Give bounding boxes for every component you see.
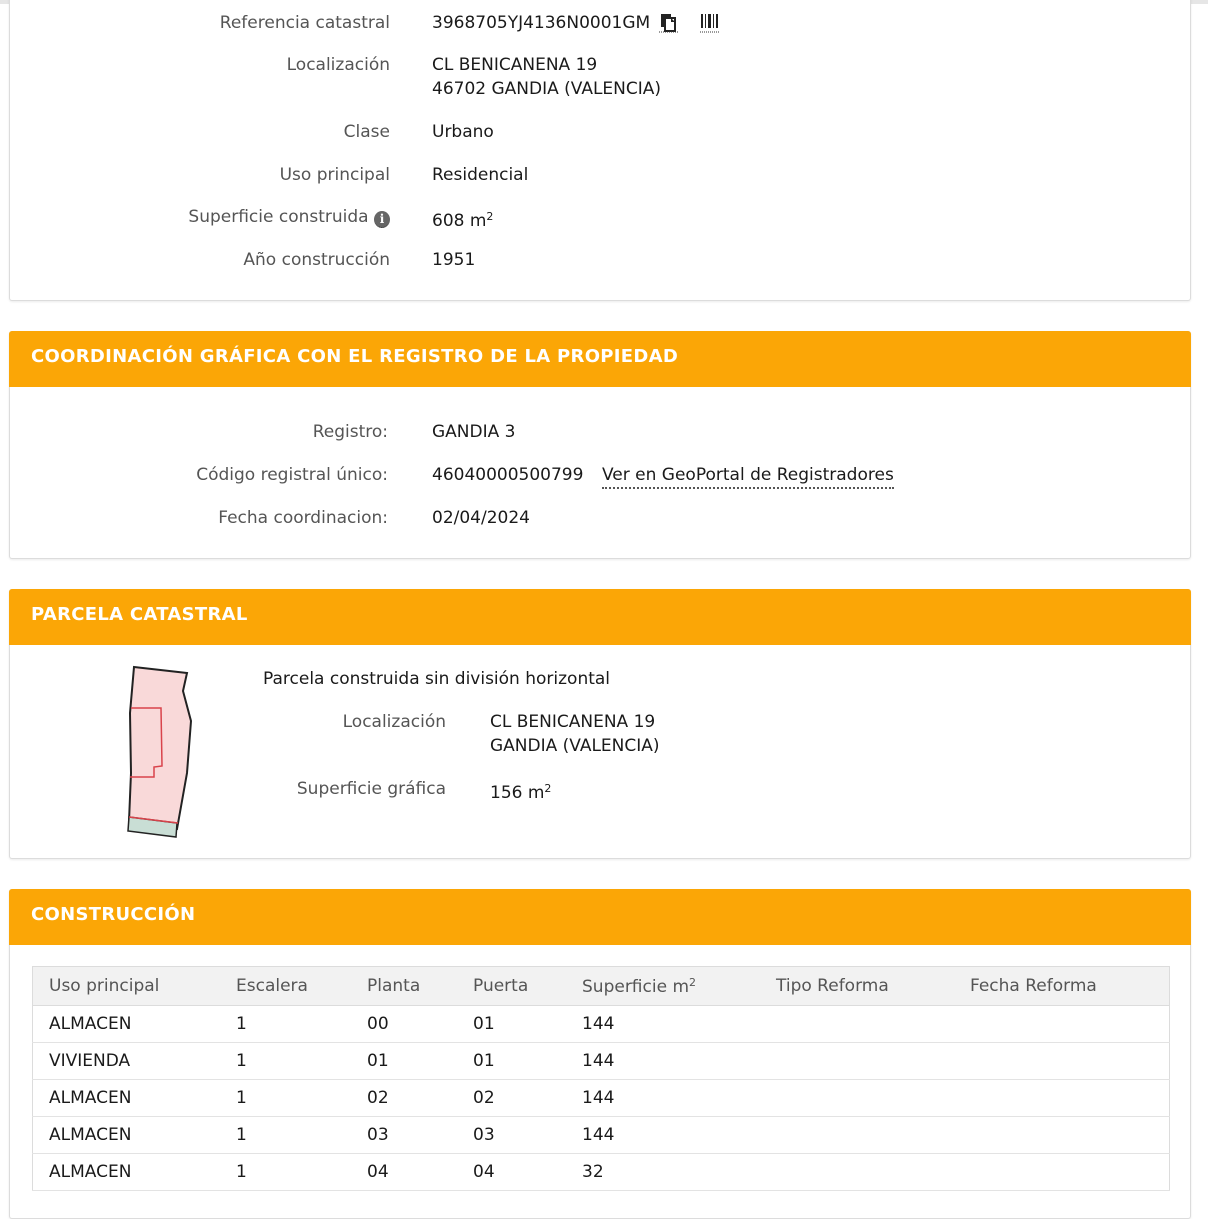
cell-escalera: 1 [220,1117,351,1154]
cell-escalera: 1 [220,1043,351,1080]
construccion-table [32,966,1170,1191]
superficie-construida-exp: 2 [486,210,494,223]
table-row [33,1043,1170,1080]
table-row [33,1154,1170,1191]
table-row [33,1080,1170,1117]
codigo-registral-value: 46040000500799 [432,465,584,485]
uso-principal-label: Uso principal [279,165,390,185]
cell-puerta: 04 [457,1154,566,1191]
cell-fecha-reforma [954,1080,1170,1117]
geoportal-link[interactable]: Ver en GeoPortal de Registradores [602,463,894,489]
parcela-localizacion-line1: CL BENICANENA 19 [490,712,656,732]
cell-tipo-reforma [760,1006,954,1043]
cell-superficie: 144 [566,1080,760,1117]
cell-fecha-reforma [954,1154,1170,1191]
cell-uso: ALMACEN [33,1154,221,1191]
cell-fecha-reforma [954,1006,1170,1043]
superficie-grafica-exp: 2 [544,782,552,795]
col-escalera: Escalera [220,967,351,1006]
col-uso-principal: Uso principal [33,967,221,1006]
info-icon[interactable]: i [374,211,390,228]
col-superficie [566,967,760,1006]
col-superficie-exp: 2 [689,975,697,989]
col-fecha-reforma: Fecha Reforma [954,967,1170,1006]
cell-superficie: 32 [566,1154,760,1191]
cell-tipo-reforma [760,1080,954,1117]
fecha-coordinacion-label: Fecha coordinacion: [218,508,388,528]
ano-construccion-value: 1951 [432,250,476,270]
coordinacion-panel [9,331,1191,559]
cell-uso: ALMACEN [33,1080,221,1117]
registro-value: GANDIA 3 [432,422,516,442]
codigo-registral-label: Código registral único: [196,465,388,485]
parcel-map[interactable] [121,663,201,843]
localizacion-line1: CL BENICANENA 19 [432,55,598,75]
cell-planta: 00 [351,1006,457,1043]
superficie-grafica-number: 156 m [490,783,545,803]
registro-label: Registro: [312,422,388,442]
superficie-construida-row-label [10,205,390,229]
cell-uso: ALMACEN [33,1006,221,1043]
ano-construccion-label: Año construcción [243,250,390,270]
table-row [33,1117,1170,1154]
referencia-label: Referencia catastral [219,13,390,33]
cell-planta: 01 [351,1043,457,1080]
parcela-localizacion-line2: GANDIA (VALENCIA) [490,736,660,756]
fecha-coordinacion-value: 02/04/2024 [432,508,530,528]
cell-superficie: 144 [566,1006,760,1043]
superficie-grafica-label: Superficie gráfica [296,779,446,799]
cell-puerta: 02 [457,1080,566,1117]
uso-principal-value: Residencial [432,165,529,185]
cell-uso: ALMACEN [33,1117,221,1154]
cell-planta: 04 [351,1154,457,1191]
cell-puerta: 01 [457,1006,566,1043]
parcela-subtitle: Parcela construida sin división horizontal [263,669,611,689]
parcel-shape [129,667,191,829]
parcela-localizacion-label: Localización [342,712,446,732]
table-header-row [33,967,1170,1006]
referencia-value: 3968705YJ4136N0001GM [432,13,651,33]
superficie-construida-number: 608 m [432,211,487,231]
cell-escalera: 1 [220,1080,351,1117]
cell-puerta: 03 [457,1117,566,1154]
col-tipo-reforma: Tipo Reforma [760,967,954,1006]
cell-escalera: 1 [220,1006,351,1043]
col-superficie-label: Superficie m [582,976,690,997]
cell-superficie: 144 [566,1117,760,1154]
cell-uso: VIVIENDA [33,1043,221,1080]
coordinacion-header: COORDINACIÓN GRÁFICA CON EL REGISTRO DE LA PROPIEDAD [9,331,1191,387]
parcela-panel [9,589,1191,859]
cell-puerta: 01 [457,1043,566,1080]
cell-tipo-reforma [760,1043,954,1080]
cell-fecha-reforma [954,1117,1170,1154]
superficie-construida-label: Superficie construida [188,207,369,227]
barcode-icon[interactable] [699,13,721,37]
cell-planta: 02 [351,1080,457,1117]
construccion-panel [9,889,1191,1219]
clase-value: Urbano [432,122,494,142]
localizacion-line2: 46702 GANDIA (VALENCIA) [432,79,662,99]
clase-label: Clase [343,122,390,142]
cell-escalera: 1 [220,1154,351,1191]
parcela-header: PARCELA CATASTRAL [9,589,1191,645]
superficie-construida-value [432,205,493,233]
cell-fecha-reforma [954,1043,1170,1080]
construccion-header: CONSTRUCCIÓN [9,889,1191,945]
copy-icon[interactable] [659,13,679,37]
cell-planta: 03 [351,1117,457,1154]
localizacion-label: Localización [286,55,390,75]
table-row [33,1006,1170,1043]
cell-tipo-reforma [760,1154,954,1191]
col-puerta: Puerta [457,967,566,1006]
cell-tipo-reforma [760,1117,954,1154]
cell-superficie: 144 [566,1043,760,1080]
superficie-grafica-value [490,777,551,805]
summary-panel [9,0,1191,301]
col-planta: Planta [351,967,457,1006]
